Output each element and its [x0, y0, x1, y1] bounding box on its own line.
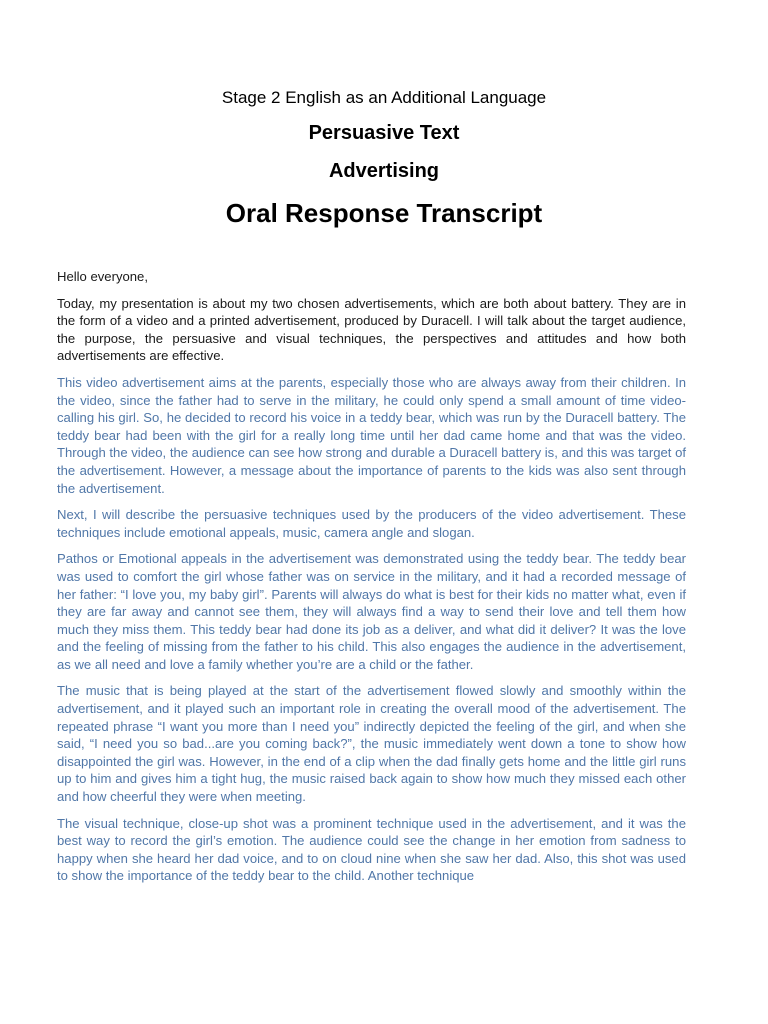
- topic-heading: Advertising: [328, 160, 440, 182]
- intro-paragraph: Today, my presentation is about my two chosen advertisements, which are both about battery. They are in the form of a video and a printed advertisement, produced by Duracell. I will talk about the target audience, the purpose, the persuasive and visual techniques, the perspectives and attitudes and how both advertisements are effective.: [57, 295, 686, 364]
- target-audience-paragraph: This video advertisement aims at the parents, especially those who are always away from their children. In the video, since the father had to serve in the military, he could only spend a small amount of time video-calling his girl. So, he decided to record his voice in a teddy bear, which was run by the Duracell battery. The teddy bear had been with the girl for a really long time until her dad came home and that was the video. Through the video, the audience can see how strong and durable a Duracell battery is, and this was target of the advertisement. However, a message about the importance of parents to the kids was also sent through the advertisement.: [57, 374, 686, 496]
- subject-heading: Persuasive Text: [308, 122, 460, 144]
- course-heading: Stage 2 English as an Additional Language: [221, 88, 547, 107]
- emotional-appeal-paragraph: Pathos or Emotional appeals in the advertisement was demonstrated using the teddy bear. The teddy bear was used to comfort the girl whose father was on service in the military, and it had a recorded message of her father: “I love you, my baby girl”. Parents will always do what is best for their kids no matter what, even if they are far away and cannot see them, they will always find a way to send their love and tell them how much they miss them. This teddy bear had done its job as a deliver, and what did it deliver? It was the love and the feeling of missing from the father to his child. This also engages the audience in the advertisement, as we all need and love a family whether you’re are a child or the father.: [57, 551, 686, 672]
- music-paragraph: The music that is being played at the start of the advertisement flowed slowly and smoothly within the advertisement, and it played such an important role in creating the overall mood of the advertisement. The repeated phrase “I want you more than I need you” indirectly depicted the feeling of the girl, and when she said, “I need you so bad...are you coming back?”, the music immediately went down a tone to show how disappointed the girl was. However, in the end of a clip when the dad finally gets home and the little girl runs up to him and gives him a tight hug, the music raised back again to show how much they missed each other and how cheerful they were when meeting.: [57, 683, 686, 805]
- document-title: Oral Response Transcript: [225, 198, 543, 228]
- transcript-body: [57, 268, 686, 894]
- greeting-paragraph: Hello everyone,: [57, 269, 148, 284]
- techniques-overview-paragraph: Next, I will describe the persuasive techniques used by the producers of the video advertisement. These techniques include emotional appeals, music, camera angle and slogan.: [57, 507, 686, 540]
- visual-technique-paragraph: The visual technique, close-up shot was a prominent technique used in the advertisement, and it was the best way to record the girl’s emotion. The audience could see the change in her emotion from sadness to happy when she heard her dad voice, and to on cloud nine when she saw her dad. Also, this shot was used to show the importance of the teddy bear to the child. Another technique: [57, 815, 686, 884]
